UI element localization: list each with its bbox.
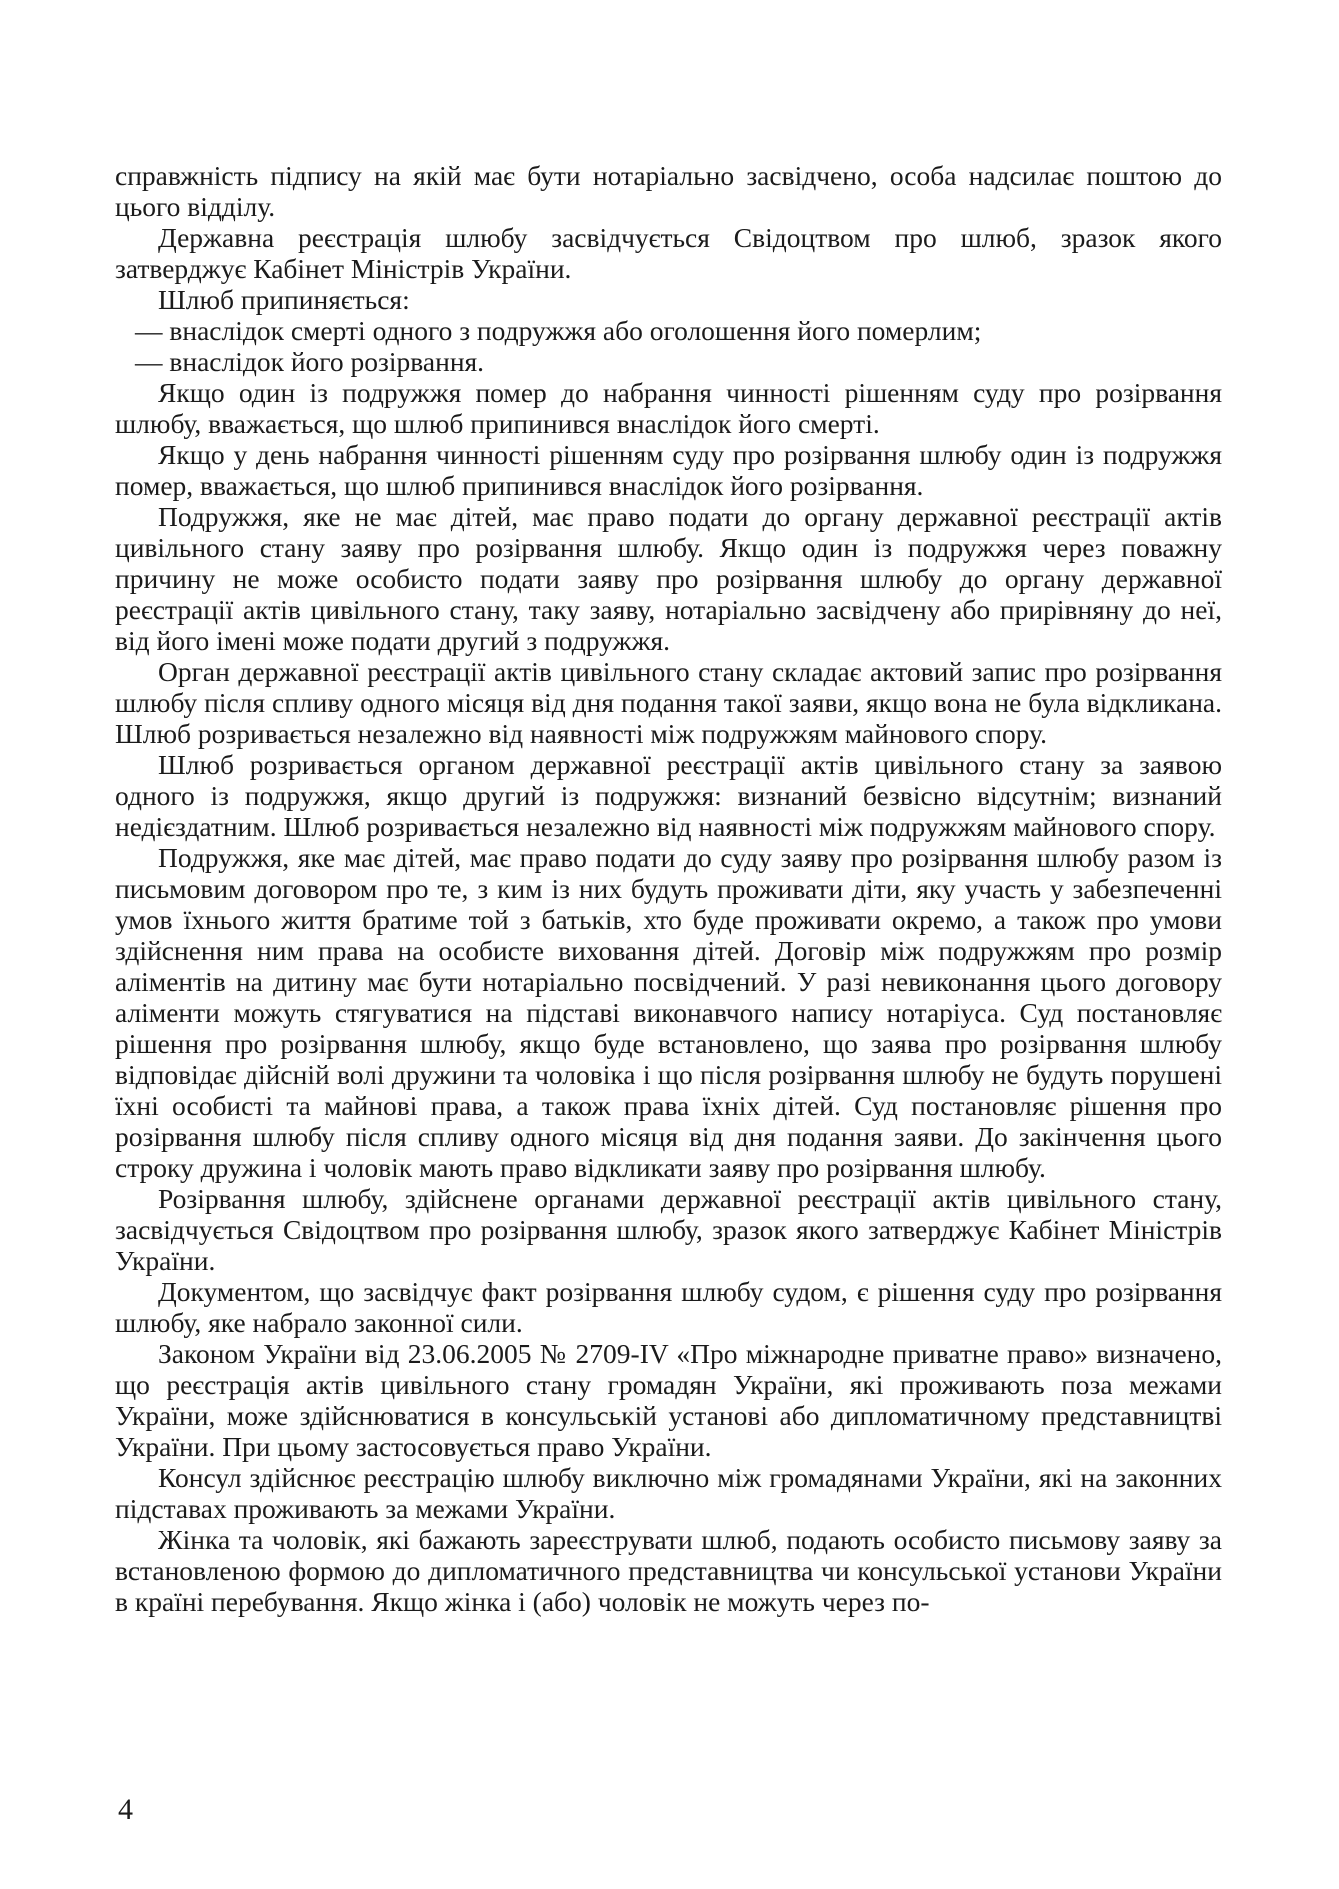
paragraph: Орган державної реєстрації актів цивільного стану складає актовий запис про розірвання шлюбу після спливу одного місяця від дня подання такої заяви, якщо вона не була відкликана. Шлюб розривається незалежно від наявності між подружжям майнового спору. [115, 656, 1222, 749]
paragraph: Якщо один із подружжя помер до набрання чинності рішенням суду про розірвання шлюбу, вважається, що шлюб припинився внаслідок його смерті. [115, 377, 1222, 439]
paragraph: Подружжя, яке має дітей, має право подати до суду заяву про розірвання шлюбу разом із письмовим договором про те, з ким із них будуть проживати діти, яку участь у забезпеченні умов їхнього життя братиме той з батьків, хто буде проживати окремо, а також про умови здійснення ним права на особисте виховання дітей. Договір між подружжям про розмір аліментів на дитину має бути нотаріально посвідчений. У разі невиконання цього договору аліменти можуть стягуватися на підставі виконавчого напису нотаріуса. Суд постановляє рішення про розірвання шлюбу, якщо буде встановлено, що заява про розірвання шлюбу відповідає дійсній волі дружини та чоловіка і що після розірвання шлюбу не будуть порушені їхні особисті та майнові права, а також права їхніх дітей. Суд постановляє рішення про розірвання шлюбу після спливу одного місяця від дня подання заяви. До закінчення цього строку дружина і чоловік мають право відкликати заяву про розірвання шлюбу. [115, 842, 1222, 1183]
list-item: — внаслідок його розірвання. [135, 346, 485, 377]
paragraph: Державна реєстрація шлюбу засвідчується Свідоцтвом про шлюб, зразок якого затверджує Кабінет Міністрів України. [115, 222, 1222, 284]
paragraph: Розірвання шлюбу, здійснене органами державної реєстрації актів цивільного стану, засвідчується Свідоцтвом про розірвання шлюбу, зразок якого затверджує Кабінет Міністрів України. [115, 1183, 1222, 1276]
paragraph: Якщо у день набрання чинності рішенням суду про розірвання шлюбу один із подружжя помер, вважається, що шлюб припинився внаслідок його розірвання. [115, 439, 1222, 501]
paragraph: Законом України від 23.06.2005 № 2709-IV «Про міжнародне приватне право» визначено, що реєстрація актів цивільного стану громадян України, які проживають поза межами України, може здійснюватися в консульській установі або дипломатичному представництві України. При цьому застосовується право України. [115, 1338, 1222, 1462]
paragraph: Документом, що засвідчує факт розірвання шлюбу судом, є рішення суду про розірвання шлюбу, яке набрало законної сили. [115, 1276, 1222, 1338]
text-block [115, 160, 1222, 1617]
paragraph: Шлюб припиняється: [158, 284, 410, 315]
paragraph: Консул здійснює реєстрацію шлюбу виключно між громадянами України, які на законних підставах проживають за межами України. [115, 1462, 1222, 1524]
list-item: — внаслідок смерті одного з подружжя або оголошення його померлим; [135, 315, 982, 346]
paragraph: справжність підпису на якій має бути нотаріально засвідчено, особа надсилає поштою до цього відділу. [115, 160, 1222, 222]
paragraph: Подружжя, яке не має дітей, має право подати до органу державної реєстрації актів цивільного стану заяву про розірвання шлюбу. Якщо один із подружжя через поважну причину не може особисто подати заяву про розірвання шлюбу до органу державної реєстрації актів цивільного стану, таку заяву, нотаріально засвідчену або прирівняну до неї, від його імені може подати другий з подружжя. [115, 501, 1222, 656]
paragraph: Шлюб розривається органом державної реєстрації актів цивільного стану за заявою одного із подружжя, якщо другий із подружжя: визнаний безвісно відсутнім; визнаний недієздатним. Шлюб розривається незалежно від наявності між подружжям майнового спору. [115, 749, 1222, 842]
page-number: 4 [118, 1793, 133, 1826]
paragraph: Жінка та чоловік, які бажають зареєструвати шлюб, подають особисто письмову заяву за встановленою формою до дипломатичного представництва чи консульської установи України в країні перебування. Якщо жінка і (або) чоловік не можуть через по- [115, 1524, 1222, 1617]
